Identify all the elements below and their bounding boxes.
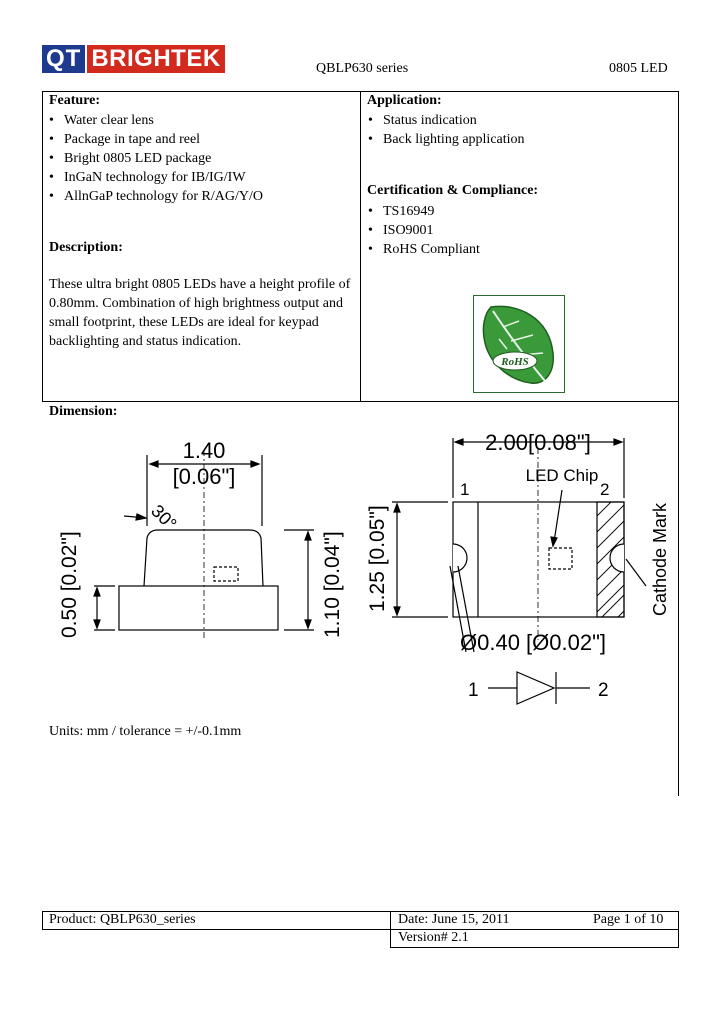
side-view-chip: [214, 567, 238, 581]
list-item: • TS16949: [367, 202, 480, 221]
side-width-inch-label: [0.06"]: [172, 464, 236, 489]
list-item: • Bright 0805 LED package: [48, 149, 263, 168]
footer-page: Page 1 of 10: [593, 912, 664, 927]
logo-qt: QT: [42, 45, 85, 73]
description-title: Description:: [49, 240, 123, 255]
footer-bottom-border: [390, 947, 679, 948]
top-view-body: [453, 502, 624, 617]
footer-divider: [390, 911, 391, 948]
footer-date: Date: June 15, 2011: [398, 912, 510, 927]
rohs-logo-text: RoHS: [501, 356, 529, 368]
dimension-title: Dimension:: [49, 404, 118, 419]
units-note: Units: mm / tolerance = +/-0.1mm: [49, 724, 242, 739]
top-width-label: 2.00[0.08"]: [485, 430, 591, 455]
side-view-lens: [144, 530, 263, 586]
led-chip-label: LED Chip: [525, 466, 599, 485]
footer-product: Product: QBLP630_series: [49, 912, 196, 927]
footer-version: Version# 2.1: [398, 930, 469, 945]
description-text: These ultra bright 0805 LEDs have a height profile of 0.80mm. Combination of high brightness output and small footprint, these LEDs are ideal for keypad backlighting and status indication.: [49, 277, 351, 349]
certification-list: [367, 202, 480, 259]
height-dim-label: 1.25 [0.05"]: [366, 505, 389, 612]
section-divider: [42, 401, 679, 402]
angle-label: 30°: [147, 500, 181, 535]
rohs-leaf-logo: [473, 295, 565, 393]
product-type: 0805 LED: [609, 61, 668, 76]
top-view-chip: [549, 548, 572, 569]
application-list: [367, 111, 525, 149]
company-logo: [42, 45, 225, 73]
logo-brand: BRIGHTEK: [87, 45, 224, 73]
table-right-border: [678, 91, 679, 796]
side-view-base: [119, 586, 278, 630]
left-dim-label: 0.50 [0.02"]: [58, 531, 81, 638]
list-item: • Status indication: [367, 111, 525, 130]
list-item: • Back lighting application: [367, 130, 525, 149]
dimension-drawing: [42, 420, 678, 720]
list-item: • ISO9001: [367, 221, 480, 240]
list-item: • AllnGaP technology for R/AG/Y/O: [48, 187, 263, 206]
feature-list: [48, 111, 263, 206]
list-item: • InGaN technology for IB/IG/IW: [48, 168, 263, 187]
list-item: • RoHS Compliant: [367, 240, 480, 259]
hole-dim-label: Ø0.40 [Ø0.02"]: [460, 630, 607, 655]
right-dim-label: 1.10 [0.04"]: [321, 531, 344, 638]
feature-title: Feature:: [49, 93, 101, 108]
footer-right-border: [678, 911, 679, 948]
footer-mid-border: [42, 929, 679, 930]
series-title: QBLP630 series: [316, 61, 409, 76]
pin2-label: 2: [600, 480, 610, 499]
diode-pin1-label: 1: [468, 680, 479, 701]
list-item: • Package in tape and reel: [48, 130, 263, 149]
pin1-label: 1: [460, 480, 470, 499]
column-divider: [360, 91, 361, 402]
cathode-mark-label: Cathode Mark: [650, 502, 670, 616]
footer-left-border: [42, 911, 43, 930]
diode-pin2-label: 2: [598, 680, 609, 701]
side-width-label: 1.40: [182, 438, 226, 463]
table-left-border: [42, 91, 43, 402]
application-title: Application:: [367, 93, 442, 108]
certification-title: Certification & Compliance:: [367, 183, 539, 198]
list-item: • Water clear lens: [48, 111, 263, 130]
